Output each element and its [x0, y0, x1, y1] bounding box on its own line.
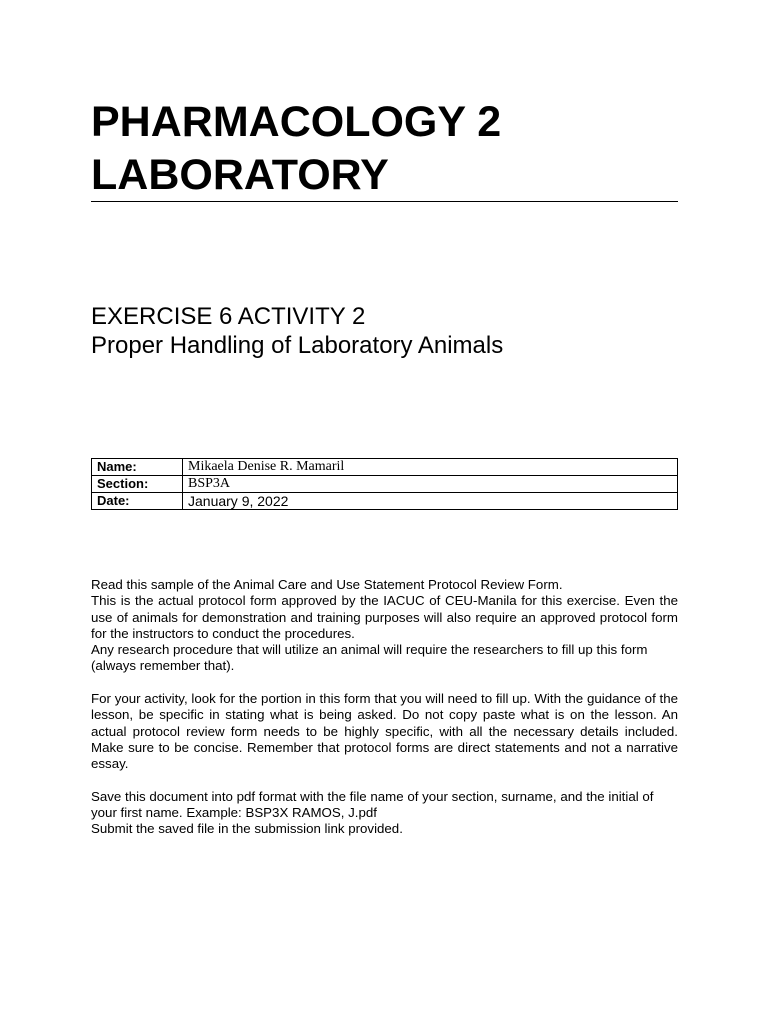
date-value: January 9, 2022	[183, 493, 678, 510]
instruction-paragraph-3: Any research procedure that will utilize an animal will require the researchers to fill up this form (always remember that).	[91, 642, 648, 674]
instruction-paragraph-4: For your activity, look for the portion in this form that you will need to fill up. With the guidance of the lesson, be specific in stating what is being asked. Do not copy paste what is on the lesson. An actual protocol review form needs to be highly specific, with all the necessary details included. Make sure to be concise. Remember that protocol forms are direct statements and not a narrative essay.	[91, 691, 678, 772]
exercise-subtitle: Proper Handling of Laboratory Animals	[91, 332, 504, 359]
title-line-2: LABORATORY	[91, 151, 389, 199]
paragraph-spacer	[91, 773, 678, 789]
table-row-section	[92, 476, 678, 493]
exercise-number: EXERCISE 6 ACTIVITY 2	[91, 303, 366, 330]
document-title	[91, 96, 678, 202]
title-divider	[91, 201, 678, 202]
name-label: Name:	[92, 459, 183, 476]
instructions-body	[91, 577, 678, 838]
date-label: Date:	[92, 493, 183, 510]
instruction-paragraph-1: Read this sample of the Animal Care and Use Statement Protocol Review Form.	[91, 577, 563, 592]
title-line-1: PHARMACOLOGY 2	[91, 98, 502, 146]
student-info-table	[91, 458, 678, 510]
section-value: BSP3A	[183, 476, 678, 493]
table-row-date	[92, 493, 678, 510]
section-label: Section:	[92, 476, 183, 493]
name-value: Mikaela Denise R. Mamaril	[183, 459, 678, 476]
paragraph-spacer	[91, 675, 678, 691]
instruction-paragraph-2: This is the actual protocol form approved by the IACUC of CEU-Manila for this exercise. Even the use of animals for demonstration and training purposes will also require an approved protocol form for the instructors to conduct the procedures.	[91, 593, 678, 641]
instruction-paragraph-5: Save this document into pdf format with the file name of your section, surname, and the initial of your first name. Example: BSP3X RAMOS, J.pdf	[91, 788, 654, 821]
exercise-heading	[91, 302, 678, 360]
table-row-name	[92, 459, 678, 476]
instruction-paragraph-6: Submit the saved file in the submission link provided.	[91, 821, 403, 837]
